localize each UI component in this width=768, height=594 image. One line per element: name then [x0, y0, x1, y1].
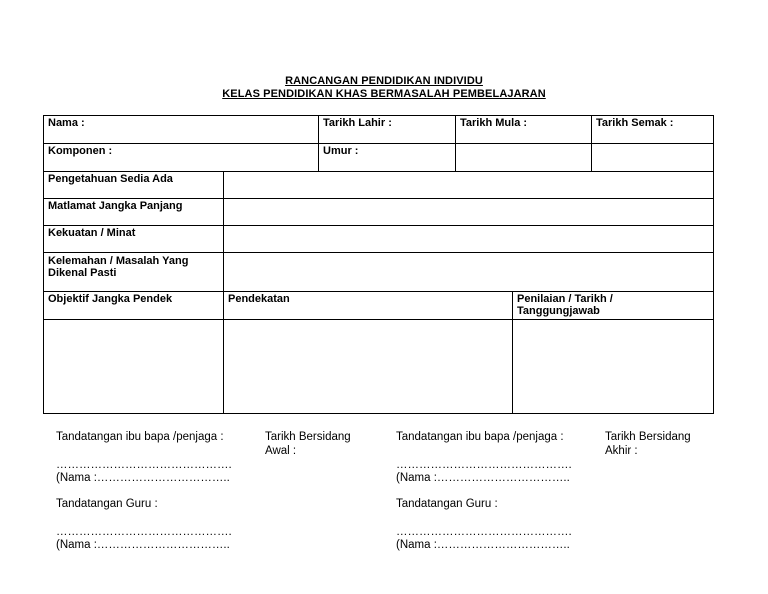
umur-label: Umur : [323, 145, 359, 157]
parent-nama-right: (Nama :…………………………….. [396, 472, 570, 484]
empty-cell-1 [456, 144, 592, 172]
parent-signature-dots-right: ………………………………………. [396, 459, 572, 471]
tarikh-lahir-cell [319, 116, 456, 144]
guru-nama-right: (Nama :…………………………….. [396, 539, 570, 551]
pendekatan-value [224, 320, 513, 414]
pengetahuan-value [224, 172, 714, 199]
form-title: RANCANGAN PENDIDIKAN INDIVIDU [285, 75, 483, 87]
guru-signature-dots-right: ………………………………………. [396, 526, 572, 538]
komponen-label: Komponen : [48, 145, 113, 157]
kelemahan-label-line1: Kelemahan / Masalah Yang [48, 255, 189, 267]
kelemahan-value [224, 253, 714, 292]
matlamat-label: Matlamat Jangka Panjang [48, 200, 183, 212]
form-subtitle: KELAS PENDIDIKAN KHAS BERMASALAH PEMBELAJARAN [222, 88, 546, 100]
kekuatan-cell [44, 226, 224, 253]
umur-cell [319, 144, 456, 172]
guru-signature-dots-left: ………………………………………. [56, 526, 232, 538]
tarikh-akhir-line1: Tarikh Bersidang [605, 431, 691, 443]
parent-signature-dots-left: ………………………………………. [56, 459, 232, 471]
parent-signature-label-left: Tandatangan ibu bapa /penjaga : [56, 431, 224, 443]
kelemahan-cell [44, 253, 224, 292]
nama-label: Nama : [48, 117, 85, 129]
tarikh-mula-cell [456, 116, 592, 144]
pengetahuan-label: Pengetahuan Sedia Ada [48, 173, 173, 185]
tarikh-awal-line2: Awal : [265, 445, 297, 457]
guru-nama-left: (Nama :…………………………….. [56, 539, 230, 551]
kelemahan-label-line2: Dikenal Pasti [48, 267, 117, 279]
penilaian-cell [513, 292, 714, 320]
matlamat-cell [44, 199, 224, 226]
objektif-value [44, 320, 224, 414]
tarikh-lahir-label: Tarikh Lahir : [323, 117, 392, 129]
tarikh-semak-label: Tarikh Semak : [596, 117, 674, 129]
pengetahuan-cell [44, 172, 224, 199]
guru-signature-label-right: Tandatangan Guru : [396, 498, 498, 510]
tarikh-semak-cell [592, 116, 714, 144]
student-info-table [43, 115, 714, 414]
tarikh-mula-label: Tarikh Mula : [460, 117, 528, 129]
komponen-cell [44, 144, 319, 172]
objektif-label: Objektif Jangka Pendek [48, 293, 173, 305]
parent-nama-left: (Nama :…………………………….. [56, 472, 230, 484]
penilaian-label-line1: Penilaian / Tarikh / [517, 293, 613, 305]
penilaian-label-line2: Tanggungjawab [517, 305, 600, 317]
guru-signature-label-left: Tandatangan Guru : [56, 498, 158, 510]
objektif-cell [44, 292, 224, 320]
pendekatan-cell [224, 292, 513, 320]
parent-signature-label-right: Tandatangan ibu bapa /penjaga : [396, 431, 564, 443]
empty-cell-2 [592, 144, 714, 172]
nama-cell [44, 116, 319, 144]
pendekatan-label: Pendekatan [228, 293, 290, 305]
tarikh-akhir-line2: Akhir : [605, 445, 638, 457]
tarikh-awal-line1: Tarikh Bersidang [265, 431, 351, 443]
penilaian-value [513, 320, 714, 414]
kekuatan-value [224, 226, 714, 253]
kekuatan-label: Kekuatan / Minat [48, 227, 136, 239]
matlamat-value [224, 199, 714, 226]
